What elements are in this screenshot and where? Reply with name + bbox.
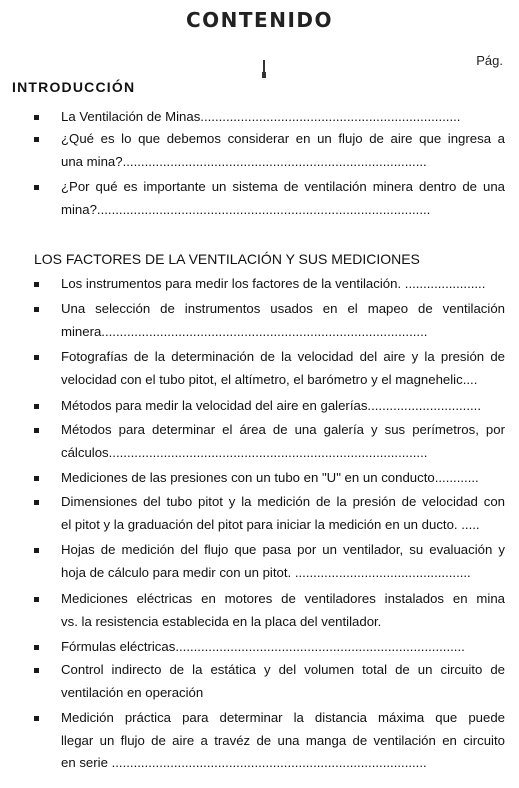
- page-title: CONTENIDO: [185, 8, 333, 32]
- bullet-icon: [34, 307, 39, 312]
- toc-item-line: La Ventilación de Minas.......................................................................: [61, 109, 461, 124]
- bullet-icon: [34, 597, 39, 602]
- toc-item-line: minera.........................................................................................: [61, 323, 428, 339]
- toc-item-line: Métodos para medir la velocidad del aire en galerías...............................: [61, 398, 481, 413]
- toc-item-line: cálculos.......................................................................................: [61, 444, 428, 460]
- bullet-icon: [34, 548, 39, 553]
- toc-item-text: [61, 176, 505, 221]
- toc-item-line: ¿Qué es lo que debemos considerar en un flujo de aire que ingresa a: [61, 131, 505, 146]
- section-heading-factores: LOS FACTORES DE LA VENTILACIÓN Y SUS MEDICIONES: [34, 251, 420, 267]
- toc-item-line: vs. la resistencia establecida en la placa del ventilador.: [61, 613, 382, 629]
- bullet-icon: [34, 185, 39, 190]
- toc-item-text: [61, 106, 505, 129]
- bullet-icon: [34, 282, 39, 287]
- bullet-icon: [34, 645, 39, 650]
- toc-item-text: [61, 346, 505, 391]
- toc-item-text: [61, 659, 505, 704]
- toc-item-line: Hojas de medición del flujo que pasa por un ventilador, su evaluación y: [61, 542, 505, 557]
- toc-item-line: Medición práctica para determinar la distancia máxima que puede: [61, 710, 505, 725]
- toc-item-text: [61, 395, 505, 418]
- toc-item-line: Métodos para determinar el área de una galería y sus perímetros, por: [61, 422, 505, 437]
- bullet-icon: [34, 500, 39, 505]
- toc-item-line: ventilación en operación: [61, 684, 204, 700]
- toc-item-line: Fotografías de la determinación de la velocidad del aire y la presión de: [61, 349, 505, 364]
- toc-item-text: [61, 298, 505, 343]
- toc-item-text: [61, 636, 505, 659]
- toc-item-line: Dimensiones del tubo pitot y la medición de la presión de velocidad con: [61, 494, 505, 509]
- bullet-icon: [34, 716, 39, 721]
- bullet-icon: [34, 137, 39, 142]
- toc-item-text: [61, 128, 505, 173]
- bullet-icon: [34, 428, 39, 433]
- toc-item-line: una mina?...................................................................................: [61, 153, 427, 169]
- toc-item-line: Mediciones eléctricas en motores de ventiladores instalados en mina: [61, 591, 505, 606]
- toc-item-line: ¿Por qué es importante un sistema de ventilación minera dentro de una: [61, 179, 505, 194]
- bullet-icon: [34, 115, 39, 120]
- bullet-icon: [34, 668, 39, 673]
- toc-item-text: [61, 539, 505, 584]
- section-heading-introduccion: INTRODUCCIÓN: [12, 79, 136, 95]
- toc-item-text: [61, 419, 505, 464]
- toc-item-line: en serie ......................................................................................: [61, 755, 427, 770]
- toc-item-text: [61, 491, 505, 536]
- toc-item-line: hoja de cálculo para medir con un pitot. ................................................: [61, 564, 471, 580]
- toc-item-line: Los instrumentos para medir los factores de la ventilación. ......................: [61, 276, 486, 291]
- bullet-icon: [34, 404, 39, 409]
- cursor-mark-icon: [262, 60, 266, 80]
- toc-item-line: el pitot y la graduación del pitot para iniciar la medición en un ducto. .....: [61, 516, 480, 532]
- toc-item-line: velocidad con el tubo pitot, el altímetro, el barómetro y el magnehelic....: [61, 371, 478, 387]
- toc-item-text: [61, 588, 505, 633]
- toc-item-text: [61, 707, 505, 775]
- toc-item-line: Fórmulas eléctricas...............................................................................: [61, 639, 465, 654]
- toc-item-text: [61, 273, 505, 296]
- toc-item-text: [61, 467, 505, 490]
- toc-item-line: llegar un flujo de aire a travéz de una manga de ventilación en circuito: [61, 732, 505, 748]
- toc-item-line: Una selección de instrumentos usados en el mapeo de ventilación: [61, 301, 505, 316]
- page-column-label: Pág.: [476, 53, 503, 68]
- bullet-icon: [34, 476, 39, 481]
- bullet-icon: [34, 355, 39, 360]
- toc-item-line: Mediciones de las presiones con un tubo en "U" en un conducto............: [61, 470, 479, 485]
- toc-item-line: mina?...........................................................................................: [61, 201, 431, 217]
- toc-item-line: Control indirecto de la estática y del volumen total de un circuito de: [61, 662, 505, 677]
